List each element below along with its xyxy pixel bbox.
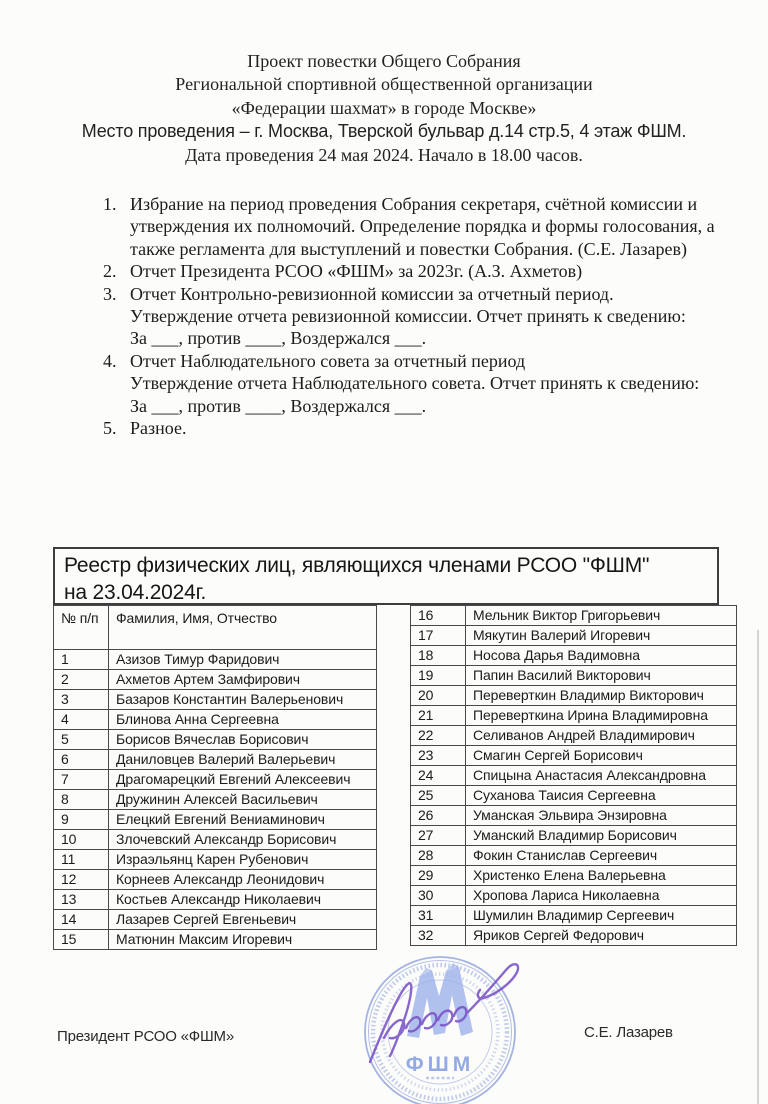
member-name-cell: Борисов Вячеслав Борисович (109, 730, 377, 750)
member-name-cell: Мельник Виктор Григорьевич (466, 606, 737, 626)
member-number-cell: 31 (411, 906, 466, 926)
member-number-cell: 29 (411, 866, 466, 886)
member-name-cell: Драгомарецкий Евгений Алексеевич (109, 770, 377, 790)
member-name-cell: Христенко Елена Валерьевна (466, 866, 737, 886)
member-number-cell: 26 (411, 806, 466, 826)
president-label: Президент РСОО «ФШМ» (57, 1028, 234, 1045)
agenda-item-number: 2. (103, 261, 117, 282)
member-name-cell: Селиванов Андрей Владимирович (466, 726, 737, 746)
table-row (411, 686, 737, 706)
agenda-item-line (103, 372, 728, 394)
agenda-item-line (103, 283, 728, 305)
member-name-cell: Спицына Анастасия Александровна (466, 766, 737, 786)
member-number-cell: 15 (54, 930, 109, 950)
member-number-cell: 30 (411, 886, 466, 906)
table-row (411, 726, 737, 746)
table-row (411, 706, 737, 726)
table-row (54, 870, 377, 890)
agenda-item-line (103, 395, 728, 417)
table-row (54, 910, 377, 930)
member-number-cell: 22 (411, 726, 466, 746)
member-number-cell: 28 (411, 846, 466, 866)
member-number-cell: 12 (54, 870, 109, 890)
header-line-title: Проект повестки Общего Собрания (247, 51, 521, 71)
member-name-cell: Яриков Сергей Федорович (466, 926, 737, 946)
member-number-cell: 10 (54, 830, 109, 850)
page-edge-shadow (757, 630, 759, 1104)
table-row (411, 666, 737, 686)
column-header-name: Фамилия, Имя, Отчество (109, 606, 377, 650)
header-line-federation: «Федерации шахмат» в городе Москве» (231, 97, 537, 118)
agenda-item-text: Утверждение отчета ревизионной комиссии. Отчет принять к сведению: (130, 306, 686, 327)
member-name-cell: Корнеев Александр Леонидович (109, 870, 377, 890)
agenda-item-text: Отчет Президента РСОО «ФШМ» за 2023г. (А.З. Ахметов) (130, 261, 583, 282)
member-number-cell: 14 (54, 910, 109, 930)
member-number-cell: 24 (411, 766, 466, 786)
member-number-cell: 18 (411, 646, 466, 666)
table-row (411, 646, 737, 666)
member-number-cell: 13 (54, 890, 109, 910)
member-name-cell: Переверткина Ирина Владимировна (466, 706, 737, 726)
table-row (411, 886, 737, 906)
member-name-cell: Дружинин Алексей Васильевич (109, 790, 377, 810)
member-number-cell: 19 (411, 666, 466, 686)
table-row (54, 710, 377, 730)
header-line-date: Дата проведения 24 мая 2024. Начало в 18.00 часов. (185, 144, 583, 165)
member-number-cell: 16 (411, 606, 466, 626)
agenda-item-line (103, 215, 728, 237)
member-number-cell: 8 (54, 790, 109, 810)
stamp-and-signature (340, 938, 540, 1104)
agenda-item-text: Разное. (130, 418, 187, 439)
table-row (411, 906, 737, 926)
table-row (54, 790, 377, 810)
table-row (54, 810, 377, 830)
table-row (54, 830, 377, 850)
member-name-cell: Израэльянц Карен Рубенович (109, 850, 377, 870)
member-number-cell: 11 (54, 850, 109, 870)
agenda-item-text: За ___, против ____, Воздержался ___. (130, 328, 427, 349)
registry-title-line2: на 23.04.2024г. (64, 581, 207, 604)
member-name-cell: Фокин Станислав Сергеевич (466, 846, 737, 866)
members-table-left (53, 605, 377, 950)
column-header-number: № п/п (54, 606, 109, 650)
table-row (54, 770, 377, 790)
agenda-item-line (103, 350, 728, 372)
member-number-cell: 2 (54, 670, 109, 690)
member-name-cell: Папин Василий Викторович (466, 666, 737, 686)
agenda-item-text: Отчет Наблюдательного совета за отчетный период (130, 350, 526, 371)
table-row (54, 730, 377, 750)
member-number-cell: 5 (54, 730, 109, 750)
agenda-item-number: 4. (103, 350, 117, 371)
member-name-cell: Азизов Тимур Фаридович (109, 650, 377, 670)
agenda-item-number: 1. (103, 194, 117, 214)
agenda-item-line (103, 260, 728, 282)
member-number-cell: 4 (54, 710, 109, 730)
member-name-cell: Злочевский Александр Борисович (109, 830, 377, 850)
table-row (411, 606, 737, 626)
table-row (54, 650, 377, 670)
agenda-item-line (103, 193, 728, 215)
member-number-cell: 6 (54, 750, 109, 770)
table-row (411, 626, 737, 646)
agenda-item-number: 3. (103, 283, 117, 304)
table-row (54, 850, 377, 870)
member-number-cell: 21 (411, 706, 466, 726)
member-name-cell: Лазарев Сергей Евгеньевич (109, 910, 377, 930)
header-line-organization: Региональной спортивной общественной организации (175, 74, 593, 95)
agenda-item-line (103, 417, 728, 439)
member-name-cell: Матюнин Максим Игоревич (109, 930, 377, 950)
table-row (411, 766, 737, 786)
member-name-cell: Елецкий Евгений Вениаминович (109, 810, 377, 830)
member-name-cell: Носова Дарья Вадимовна (466, 646, 737, 666)
table-row (411, 846, 737, 866)
agenda-list (103, 193, 728, 439)
agenda-item-text: Отчет Контрольно-ревизионной комиссии за отчетный период. (130, 283, 614, 304)
member-name-cell: Блинова Анна Сергеевна (109, 710, 377, 730)
table-row (411, 786, 737, 806)
member-name-cell: Уманский Владимир Борисович (466, 826, 737, 846)
member-number-cell: 32 (411, 926, 466, 946)
member-number-cell: 20 (411, 686, 466, 706)
stamp-text: ФШМ (405, 1053, 475, 1076)
members-table-right (410, 605, 737, 946)
member-name-cell: Уманская Эльвира Энзировна (466, 806, 737, 826)
header-line-venue: Место проведения – г. Москва, Тверской бульвар д.14 стр.5, 4 этаж ФШМ. (81, 121, 687, 142)
table-row (411, 826, 737, 846)
member-name-cell: Хропова Лариса Николаевна (466, 886, 737, 906)
member-number-cell: 17 (411, 626, 466, 646)
member-name-cell: Базаров Константин Валерьенович (109, 690, 377, 710)
member-name-cell: Мякутин Валерий Игоревич (466, 626, 737, 646)
member-number-cell: 3 (54, 690, 109, 710)
member-name-cell: Костьев Александр Николаевич (109, 890, 377, 910)
member-number-cell: 9 (54, 810, 109, 830)
table-row (54, 750, 377, 770)
member-name-cell: Переверткин Владимир Викторович (466, 686, 737, 706)
table-row (54, 890, 377, 910)
table-row (54, 670, 377, 690)
agenda-item-text: За ___, против ____, Воздержался ___. (130, 395, 427, 416)
member-name-cell: Суханова Таисия Сергеевна (466, 786, 737, 806)
agenda-item-line (103, 305, 728, 327)
organization-stamp (340, 938, 540, 1104)
member-name-cell: Смагин Сергей Борисович (466, 746, 737, 766)
document-header (40, 50, 728, 167)
member-number-cell: 7 (54, 770, 109, 790)
table-row (411, 866, 737, 886)
table-row (411, 746, 737, 766)
member-name-cell: Даниловцев Валерий Валерьевич (109, 750, 377, 770)
member-number-cell: 1 (54, 650, 109, 670)
agenda-item-text: также регламента для выступлений и повестки Собрания. (С.Е. Лазарев) (130, 238, 687, 259)
agenda-item-text: Утверждение отчета Наблюдательного совета. Отчет принять к сведению: (130, 373, 700, 394)
member-number-cell: 27 (411, 826, 466, 846)
member-number-cell: 23 (411, 746, 466, 766)
member-name-cell: Шумилин Владимир Сергеевич (466, 906, 737, 926)
agenda-item-text: утверждения их полномочий. Определение порядка и формы голосования, а (130, 216, 715, 237)
table-row (54, 690, 377, 710)
signatory-name: С.Е. Лазарев (584, 1024, 673, 1041)
table-row (54, 930, 377, 950)
table-row (411, 806, 737, 826)
registry-title-box (53, 547, 719, 605)
member-number-cell: 25 (411, 786, 466, 806)
agenda-item-line (103, 327, 728, 349)
table-header-row (54, 606, 377, 650)
registry-title-line1: Реестр физических лиц, являющихся членами РСОО "ФШМ" (64, 554, 650, 577)
member-name-cell: Ахметов Артем Замфирович (109, 670, 377, 690)
agenda-item-line (103, 238, 728, 260)
agenda-item-number: 5. (103, 418, 117, 439)
agenda-item-text: Избрание на период проведения Собрания секретаря, счётной комиссии и (130, 194, 698, 214)
